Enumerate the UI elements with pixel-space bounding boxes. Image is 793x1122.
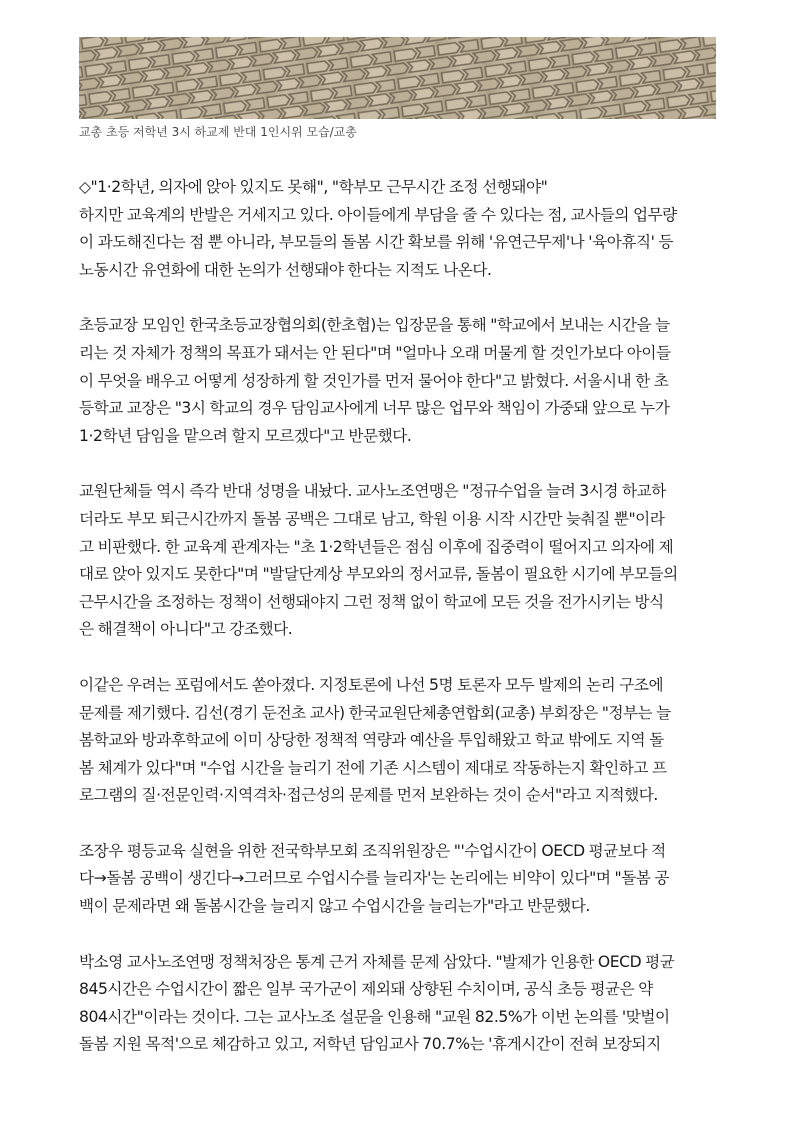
paragraph — [79, 672, 719, 810]
text-line: 이 무엇을 배우고 어떻게 성장하게 할 것인가를 먼저 물어야 한다"고 밝혔다. 서울시내 한 초 — [79, 371, 669, 390]
paragraph — [79, 174, 719, 284]
article-body — [79, 174, 719, 1059]
text-line: 노동시간 유연화에 대한 논의가 선행돼야 한다는 지적도 나온다. — [79, 260, 492, 279]
text-line: 봄 체계가 있다"며 "수업 시간을 늘리기 전에 기존 시스템이 제대로 작동하는지 확인하고 프 — [79, 758, 667, 777]
text-line: 은 해결책이 아니다"고 강조했다. — [79, 620, 293, 639]
text-line: 백이 문제라면 왜 돌봄시간을 늘리지 않고 수업시간을 늘리는가"라고 반문했다. — [79, 897, 590, 916]
text-line: 1·2학년 담임을 맡으려 할지 모르겠다"고 반문했다. — [79, 426, 412, 445]
photo-caption: 교총 초등 저학년 3시 하교제 반대 1인시위 모습/교총 — [79, 125, 357, 139]
text-line: 로그램의 질·전문인력·지역격차·접근성의 문제를 먼저 보완하는 것이 순서"라고 지적했다. — [79, 786, 658, 805]
text-line: 하지만 교육계의 반발은 거세지고 있다. 아이들에게 부담을 줄 수 있다는 점, 교사들의 업무량 — [79, 205, 677, 224]
text-line: 교원단체들 역시 즉각 반대 성명을 내놨다. 교사노조연맹은 "정규수업을 늘려 3시경 하교하 — [79, 482, 666, 501]
text-line: 804시간"이라는 것이다. 그는 교사노조 설문을 인용해 "교원 82.5%가 이번 논의를 '맞벌이 — [79, 1007, 670, 1026]
text-line: 문제를 제기했다. 김선(경기 둔전초 교사) 한국교원단체총연합회(교총) 부회장은 "정부는 늘 — [79, 703, 671, 722]
paving-stones-photo — [79, 37, 716, 119]
text-line: 박소영 교사노조연맹 정책처장은 통계 근거 자체를 문제 삼았다. "발제가 인용한 OECD 평균 — [79, 952, 675, 971]
text-line: 리는 것 자체가 정책의 목표가 돼서는 안 된다"며 "얼마나 오래 머물게 할 것인가보다 아이들 — [79, 343, 671, 362]
paragraph — [79, 312, 719, 450]
text-line: 더라도 부모 퇴근시간까지 돌봄 공백은 그대로 남고, 학원 이용 시작 시간만 늦춰질 뿐"이라 — [79, 509, 665, 528]
text-line: 다→돌봄 공백이 생긴다→그러므로 수업시수를 늘리자'는 논리에는 비약이 있다"며 "돌봄 공 — [79, 869, 670, 888]
text-line: 이 과도해진다는 점 뿐 아니라, 부모들의 돌봄 시간 확보를 위해 '유연근무제'나 '육아휴직' 등 — [79, 233, 674, 252]
paragraph — [79, 949, 719, 1059]
paragraph — [79, 838, 719, 921]
text-line: 돌봄 지원 목적'으로 체감하고 있고, 저학년 담임교사 70.7%는 '휴게시간이 전혀 보장되지 — [79, 1035, 661, 1054]
text-line: 대로 앉아 있지도 못한다"며 "발달단계상 부모와의 정서교류, 돌봄이 필요한 시기에 부모들의 — [79, 565, 678, 584]
text-line: 845시간은 수업시간이 짧은 일부 국가군이 제외돼 상향된 수치이며, 공식 초등 평균은 약 — [79, 980, 653, 999]
text-line: 등학교 교장은 "3시 학교의 경우 담임교사에게 너무 많은 업무와 책임이 가중돼 앞으로 누가 — [79, 399, 670, 418]
paragraph — [79, 478, 719, 644]
section-subheading: ◇"1·2학년, 의자에 앉아 있지도 못해", "학부모 근무시간 조정 선행돼야" — [79, 178, 548, 196]
text-line: 이같은 우려는 포럼에서도 쏟아졌다. 지정토론에 나선 5명 토론자 모두 발제의 논리 구조에 — [79, 675, 664, 694]
text-line: 초등교장 모임인 한국초등교장협의회(한초협)는 입장문을 통해 "학교에서 보내는 시간을 늘 — [79, 316, 670, 335]
text-line: 조장우 평등교육 실현을 위한 전국학부모회 조직위원장은 "'수업시간이 OECD 평균보다 적 — [79, 841, 666, 860]
text-line: 고 비판했다. 한 교육계 관계자는 "초 1·2학년들은 점심 이후에 집중력이 떨어지고 의자에 제 — [79, 537, 674, 556]
text-line: 근무시간을 조정하는 정책이 선행돼야지 그런 정책 없이 학교에 모든 것을 전가시키는 방식 — [79, 592, 664, 611]
text-line: 봄학교와 방과후학교에 이미 상당한 정책적 역량과 예산을 투입해왔고 학교 밖에도 지역 돌 — [79, 731, 664, 750]
